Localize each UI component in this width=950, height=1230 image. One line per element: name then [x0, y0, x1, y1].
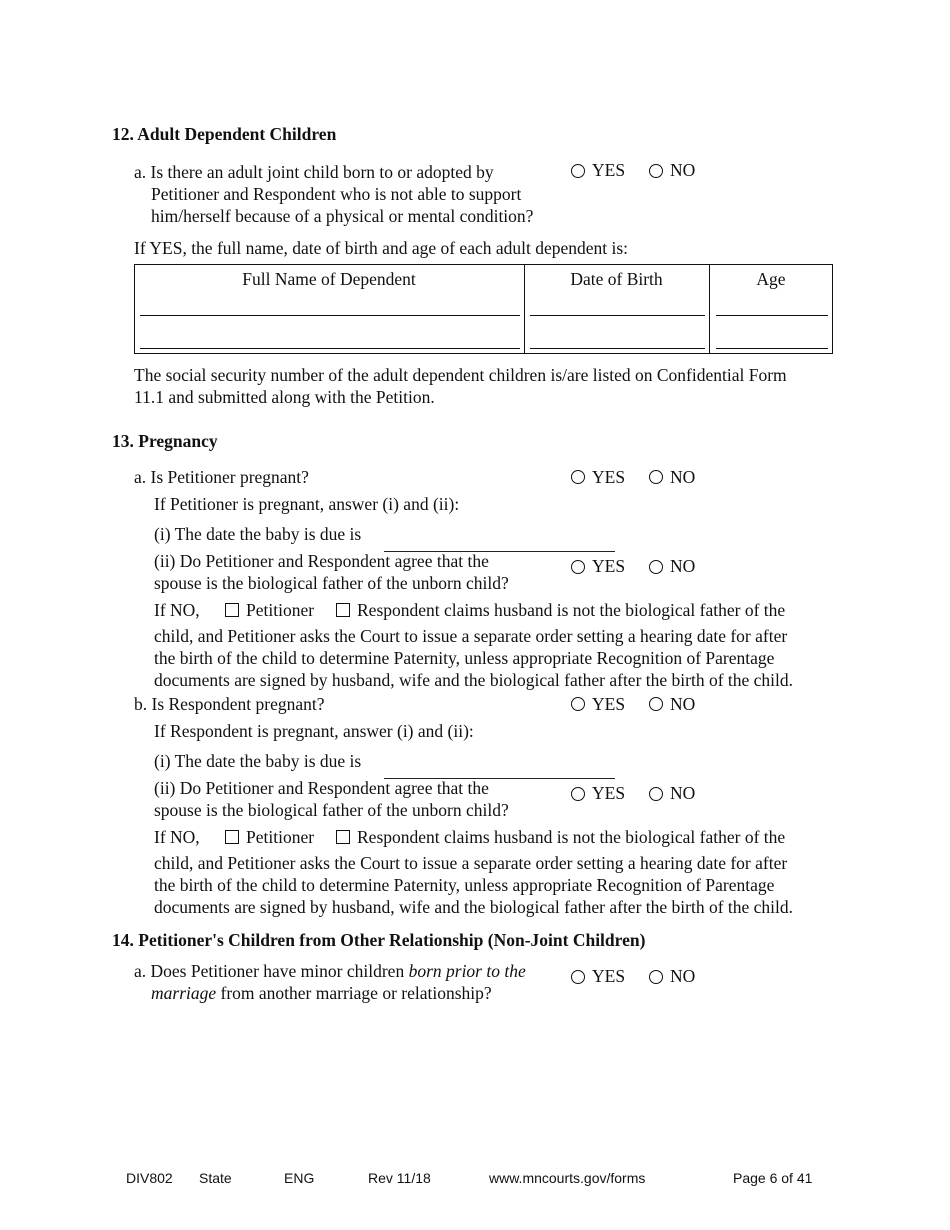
s14a-no-label: NO — [670, 966, 696, 986]
s13a-due-label: (i) The date the baby is due is — [154, 524, 362, 544]
footer-page-number: Page 6 of 41 — [733, 1170, 813, 1186]
s13a-respondent-checkbox[interactable] — [336, 603, 350, 617]
s13a-question: a. Is Petitioner pregnant? — [134, 467, 309, 487]
s12a-no-radio[interactable] — [649, 164, 663, 178]
s13a-agree-yes-label: YES — [592, 556, 626, 576]
s14-question-line2 — [151, 982, 492, 1004]
s13b-due-label: (i) The date the baby is due is — [154, 751, 362, 771]
s12-question-line3: him/herself because of a physical or mental condition? — [151, 206, 534, 226]
table-header-name: Full Name of Dependent — [242, 269, 416, 289]
s13a-respondent-claims: Respondent claims husband is not the biological father of the — [357, 600, 786, 620]
s14-question-text: a. Does Petitioner have minor children — [134, 961, 409, 981]
s13a-if-no: If NO, — [154, 600, 200, 620]
s13a-agree-line1: (ii) Do Petitioner and Respondent agree that the — [154, 551, 489, 571]
s12-ssn-line1: The social security number of the adult dependent children is/are listed on Confidential Form — [134, 365, 787, 385]
s13b-respondent-claims: Respondent claims husband is not the biological father of the — [357, 827, 786, 847]
s14a-yes-radio[interactable] — [571, 970, 585, 984]
dependent-dob-field[interactable] — [530, 348, 705, 349]
s13b-if-no: If NO, — [154, 827, 200, 847]
s13b-agree-line1: (ii) Do Petitioner and Respondent agree that the — [154, 778, 489, 798]
footer-language: ENG — [284, 1170, 315, 1186]
s12-ssn-line2: 11.1 and submitted along with the Petition. — [134, 387, 435, 407]
s13a-petitioner-checkbox[interactable] — [225, 603, 239, 617]
s13a-agree-line2: spouse is the biological father of the unborn child? — [154, 573, 509, 593]
s13a-para-line1: child, and Petitioner asks the Court to issue a separate order setting a hearing date for after — [154, 626, 788, 646]
dependent-age-field[interactable] — [716, 348, 828, 349]
footer-url[interactable]: www.mncourts.gov/forms — [489, 1170, 646, 1186]
s13a-no-radio[interactable] — [649, 470, 663, 484]
s12-if-yes-text: If YES, the full name, date of birth and age of each adult dependent is: — [134, 238, 629, 258]
footer-state: State — [199, 1170, 232, 1186]
s13a-no-label: NO — [670, 467, 696, 487]
s13a-yes-radio[interactable] — [571, 470, 585, 484]
s14-question-italic: born prior to the — [408, 961, 526, 981]
s13b-agree-no-radio[interactable] — [649, 787, 663, 801]
s13a-petitioner-label: Petitioner — [246, 600, 315, 620]
footer-form-id: DIV802 — [126, 1170, 173, 1186]
s13a-agree-yes-radio[interactable] — [571, 560, 585, 574]
s13b-agree-yes-radio[interactable] — [571, 787, 585, 801]
s13b-petitioner-checkbox[interactable] — [225, 830, 239, 844]
footer-revision: Rev 11/18 — [368, 1170, 431, 1186]
s13b-para-line1: child, and Petitioner asks the Court to issue a separate order setting a hearing date for after — [154, 853, 788, 873]
s12-question-line2: Petitioner and Respondent who is not able to support — [151, 184, 522, 204]
dependent-name-field[interactable] — [140, 348, 520, 349]
s13a-yes-label: YES — [592, 467, 626, 487]
s13b-respondent-checkbox[interactable] — [336, 830, 350, 844]
s13a-agree-no-radio[interactable] — [649, 560, 663, 574]
s12a-yes-label: YES — [592, 160, 626, 180]
s12a-yes-radio[interactable] — [571, 164, 585, 178]
s13b-para-line3: documents are signed by husband, wife and the biological father after the birth of the child. — [154, 897, 794, 917]
s13a-instruction: If Petitioner is pregnant, answer (i) and (ii): — [154, 494, 460, 514]
s13a-agree-no-label: NO — [670, 556, 696, 576]
dependent-age-field[interactable] — [716, 315, 828, 316]
s13b-agree-yes-label: YES — [592, 783, 626, 803]
s12-question-line1: a. Is there an adult joint child born to or adopted by — [134, 162, 494, 182]
s13b-agree-line2: spouse is the biological father of the unborn child? — [154, 800, 509, 820]
dependent-name-field[interactable] — [140, 315, 520, 316]
s14-question-line1 — [134, 960, 526, 982]
table-header-age: Age — [756, 269, 786, 289]
s13b-para-line2: the birth of the child to determine Paternity, unless appropriate Recognition of Parentage — [154, 875, 775, 895]
s13b-agree-no-label: NO — [670, 783, 696, 803]
s13b-petitioner-label: Petitioner — [246, 827, 315, 847]
s13b-no-label: NO — [670, 694, 696, 714]
s13b-no-radio[interactable] — [649, 697, 663, 711]
s14-question-text: from another marriage or relationship? — [216, 983, 492, 1003]
section-14-heading: 14. Petitioner's Children from Other Relationship (Non-Joint Children) — [112, 930, 646, 950]
s14a-yes-label: YES — [592, 966, 626, 986]
s13a-para-line2: the birth of the child to determine Paternity, unless appropriate Recognition of Parentage — [154, 648, 775, 668]
s13b-instruction: If Respondent is pregnant, answer (i) and (ii): — [154, 721, 474, 741]
section-12-heading: 12. Adult Dependent Children — [112, 124, 337, 144]
s12a-no-label: NO — [670, 160, 696, 180]
s13a-para-line3: documents are signed by husband, wife and the biological father after the birth of the child. — [154, 670, 794, 690]
dependent-dob-field[interactable] — [530, 315, 705, 316]
s13b-question: b. Is Respondent pregnant? — [134, 694, 325, 714]
table-header-dob: Date of Birth — [570, 269, 663, 289]
s13b-yes-radio[interactable] — [571, 697, 585, 711]
s13b-yes-label: YES — [592, 694, 626, 714]
s14-question-italic: marriage — [151, 983, 217, 1003]
section-13-heading: 13. Pregnancy — [112, 431, 218, 451]
s14a-no-radio[interactable] — [649, 970, 663, 984]
